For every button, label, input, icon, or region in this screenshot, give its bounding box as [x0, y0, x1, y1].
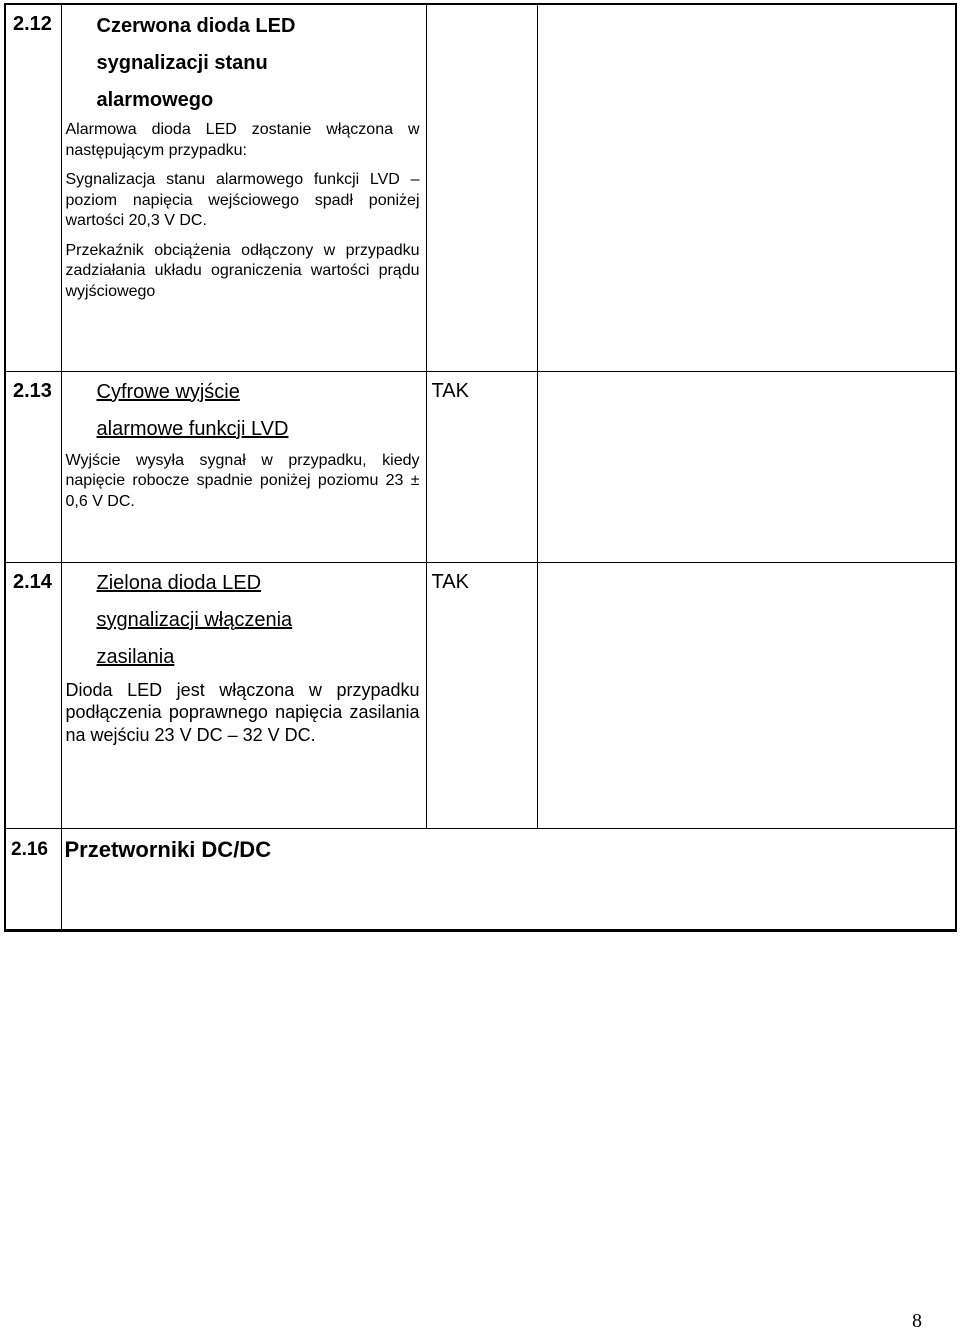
section-title: Przetworniki DC/DC — [64, 836, 272, 862]
value-cell — [426, 371, 537, 562]
row-heading-line: zasilania — [96, 645, 175, 668]
description-cell — [61, 4, 426, 371]
value-cell — [426, 4, 537, 371]
row-paragraph: Dioda LED jest włączona w przypadku podłączenia poprawnego napięcia zasilania na wejściu 23 V DC – 32 V DC. — [65, 679, 420, 745]
row-paragraph: Wyjście wysyła sygnał w przypadku, kiedy napięcie robocze spadnie poniżej poziomu 23 ± 0,6 V DC. — [65, 451, 420, 510]
specification-table — [4, 3, 957, 932]
notes-cell — [537, 371, 956, 562]
table-row — [5, 828, 956, 930]
description-cell — [61, 562, 426, 828]
row-paragraph: Przekaźnik obciążenia odłączony w przypadku zadziałania układu ograniczenia wartości prądu wyjściowego — [65, 241, 420, 300]
row-number-cell — [5, 828, 61, 930]
notes-cell — [537, 562, 956, 828]
table-row — [5, 562, 956, 828]
page-number: 8 — [912, 1310, 922, 1332]
row-number: 2.12 — [13, 13, 52, 35]
table-row — [5, 4, 956, 371]
section-title-cell — [61, 828, 956, 930]
row-heading-line: alarmowego — [96, 89, 214, 111]
row-paragraph: Alarmowa dioda LED zostanie włączona w następującym przypadku: — [65, 121, 420, 159]
row-heading-line: alarmowe funkcji LVD — [96, 417, 289, 440]
description-cell — [61, 371, 426, 562]
row-heading-line: sygnalizacji włączenia — [96, 608, 293, 631]
notes-cell — [537, 4, 956, 371]
value-cell — [426, 562, 537, 828]
row-paragraph: Sygnalizacja stanu alarmowego funkcji LVD – poziom napięcia wejściowego spadł poniżej wartości 20,3 V DC. — [65, 171, 420, 229]
row-heading-line: sygnalizacji stanu — [96, 52, 268, 74]
row-heading-line: Cyfrowe wyjście — [96, 380, 240, 403]
row-number: 2.13 — [13, 379, 52, 402]
row-number: 2.14 — [13, 570, 52, 593]
row-heading-line: Zielona dioda LED — [96, 571, 262, 594]
table-row — [5, 371, 956, 562]
row-number-cell — [5, 371, 61, 562]
row-number-cell — [5, 4, 61, 371]
row-number: 2.16 — [11, 838, 48, 860]
row-value — [427, 5, 537, 13]
row-number-cell — [5, 562, 61, 828]
row-value: TAK — [431, 570, 469, 593]
row-value: TAK — [431, 379, 469, 402]
row-heading-line: Czerwona dioda LED — [96, 15, 296, 37]
